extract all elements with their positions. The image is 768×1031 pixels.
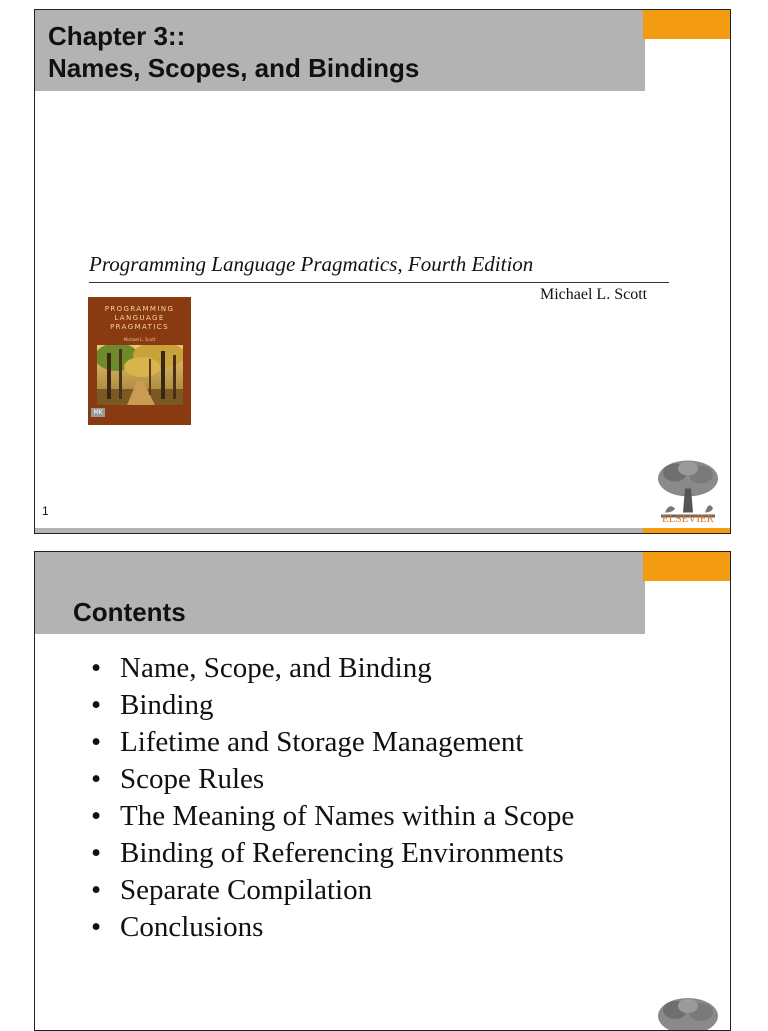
contents-list: [91, 650, 574, 946]
bullet-icon: •: [91, 800, 102, 832]
divider: [89, 282, 669, 283]
list-item-label: Separate Compilation: [120, 874, 373, 906]
list-item: [91, 909, 574, 946]
cover-author: Michael L. Scott: [123, 337, 156, 342]
list-item-label: Name, Scope, and Binding: [120, 652, 432, 684]
bullet-icon: •: [91, 726, 102, 758]
list-item-label: Binding of Referencing Environments: [120, 837, 564, 869]
slide-title: Contents: [73, 597, 186, 627]
title-line-1: Chapter 3::: [48, 21, 186, 51]
list-item: [91, 687, 574, 724]
slide-2: [34, 551, 731, 1031]
book-cover-image: [88, 297, 191, 425]
forest-illustration-icon: [97, 345, 183, 405]
bullet-icon: •: [91, 874, 102, 906]
bullet-icon: •: [91, 763, 102, 795]
list-item: [91, 724, 574, 761]
list-item-label: Scope Rules: [120, 763, 265, 795]
bullet-icon: •: [91, 911, 102, 943]
slide-number: 1: [42, 504, 49, 518]
cover-title: PROGRAMMING LANGUAGE PRAGMATICS: [104, 305, 175, 331]
elsevier-wordmark: ELSEVIER: [662, 513, 714, 525]
book-title: Programming Language Pragmatics, Fourth Edition: [89, 252, 534, 276]
bottom-accent: [643, 528, 730, 533]
bottom-bar: [35, 528, 730, 533]
list-item: [91, 650, 574, 687]
bullet-icon: •: [91, 837, 102, 869]
bullet-icon: •: [91, 689, 102, 721]
accent-bar: [643, 552, 730, 581]
list-item-label: Conclusions: [120, 911, 264, 943]
bullet-icon: •: [91, 652, 102, 684]
accent-bar: [643, 10, 730, 39]
slide-1: [34, 9, 731, 534]
list-item-label: The Meaning of Names within a Scope: [120, 800, 575, 832]
list-item-label: Binding: [120, 689, 214, 721]
elsevier-tree-logo: [655, 994, 721, 1031]
publisher-badge: MK: [91, 408, 105, 417]
author-name: Michael L. Scott: [540, 286, 648, 303]
title-line-2: Names, Scopes, and Bindings: [48, 53, 420, 83]
list-item: [91, 798, 574, 835]
slide-title: [48, 20, 419, 84]
list-item-label: Lifetime and Storage Management: [120, 726, 524, 758]
list-item: [91, 872, 574, 909]
list-item: [91, 761, 574, 798]
list-item: [91, 835, 574, 872]
